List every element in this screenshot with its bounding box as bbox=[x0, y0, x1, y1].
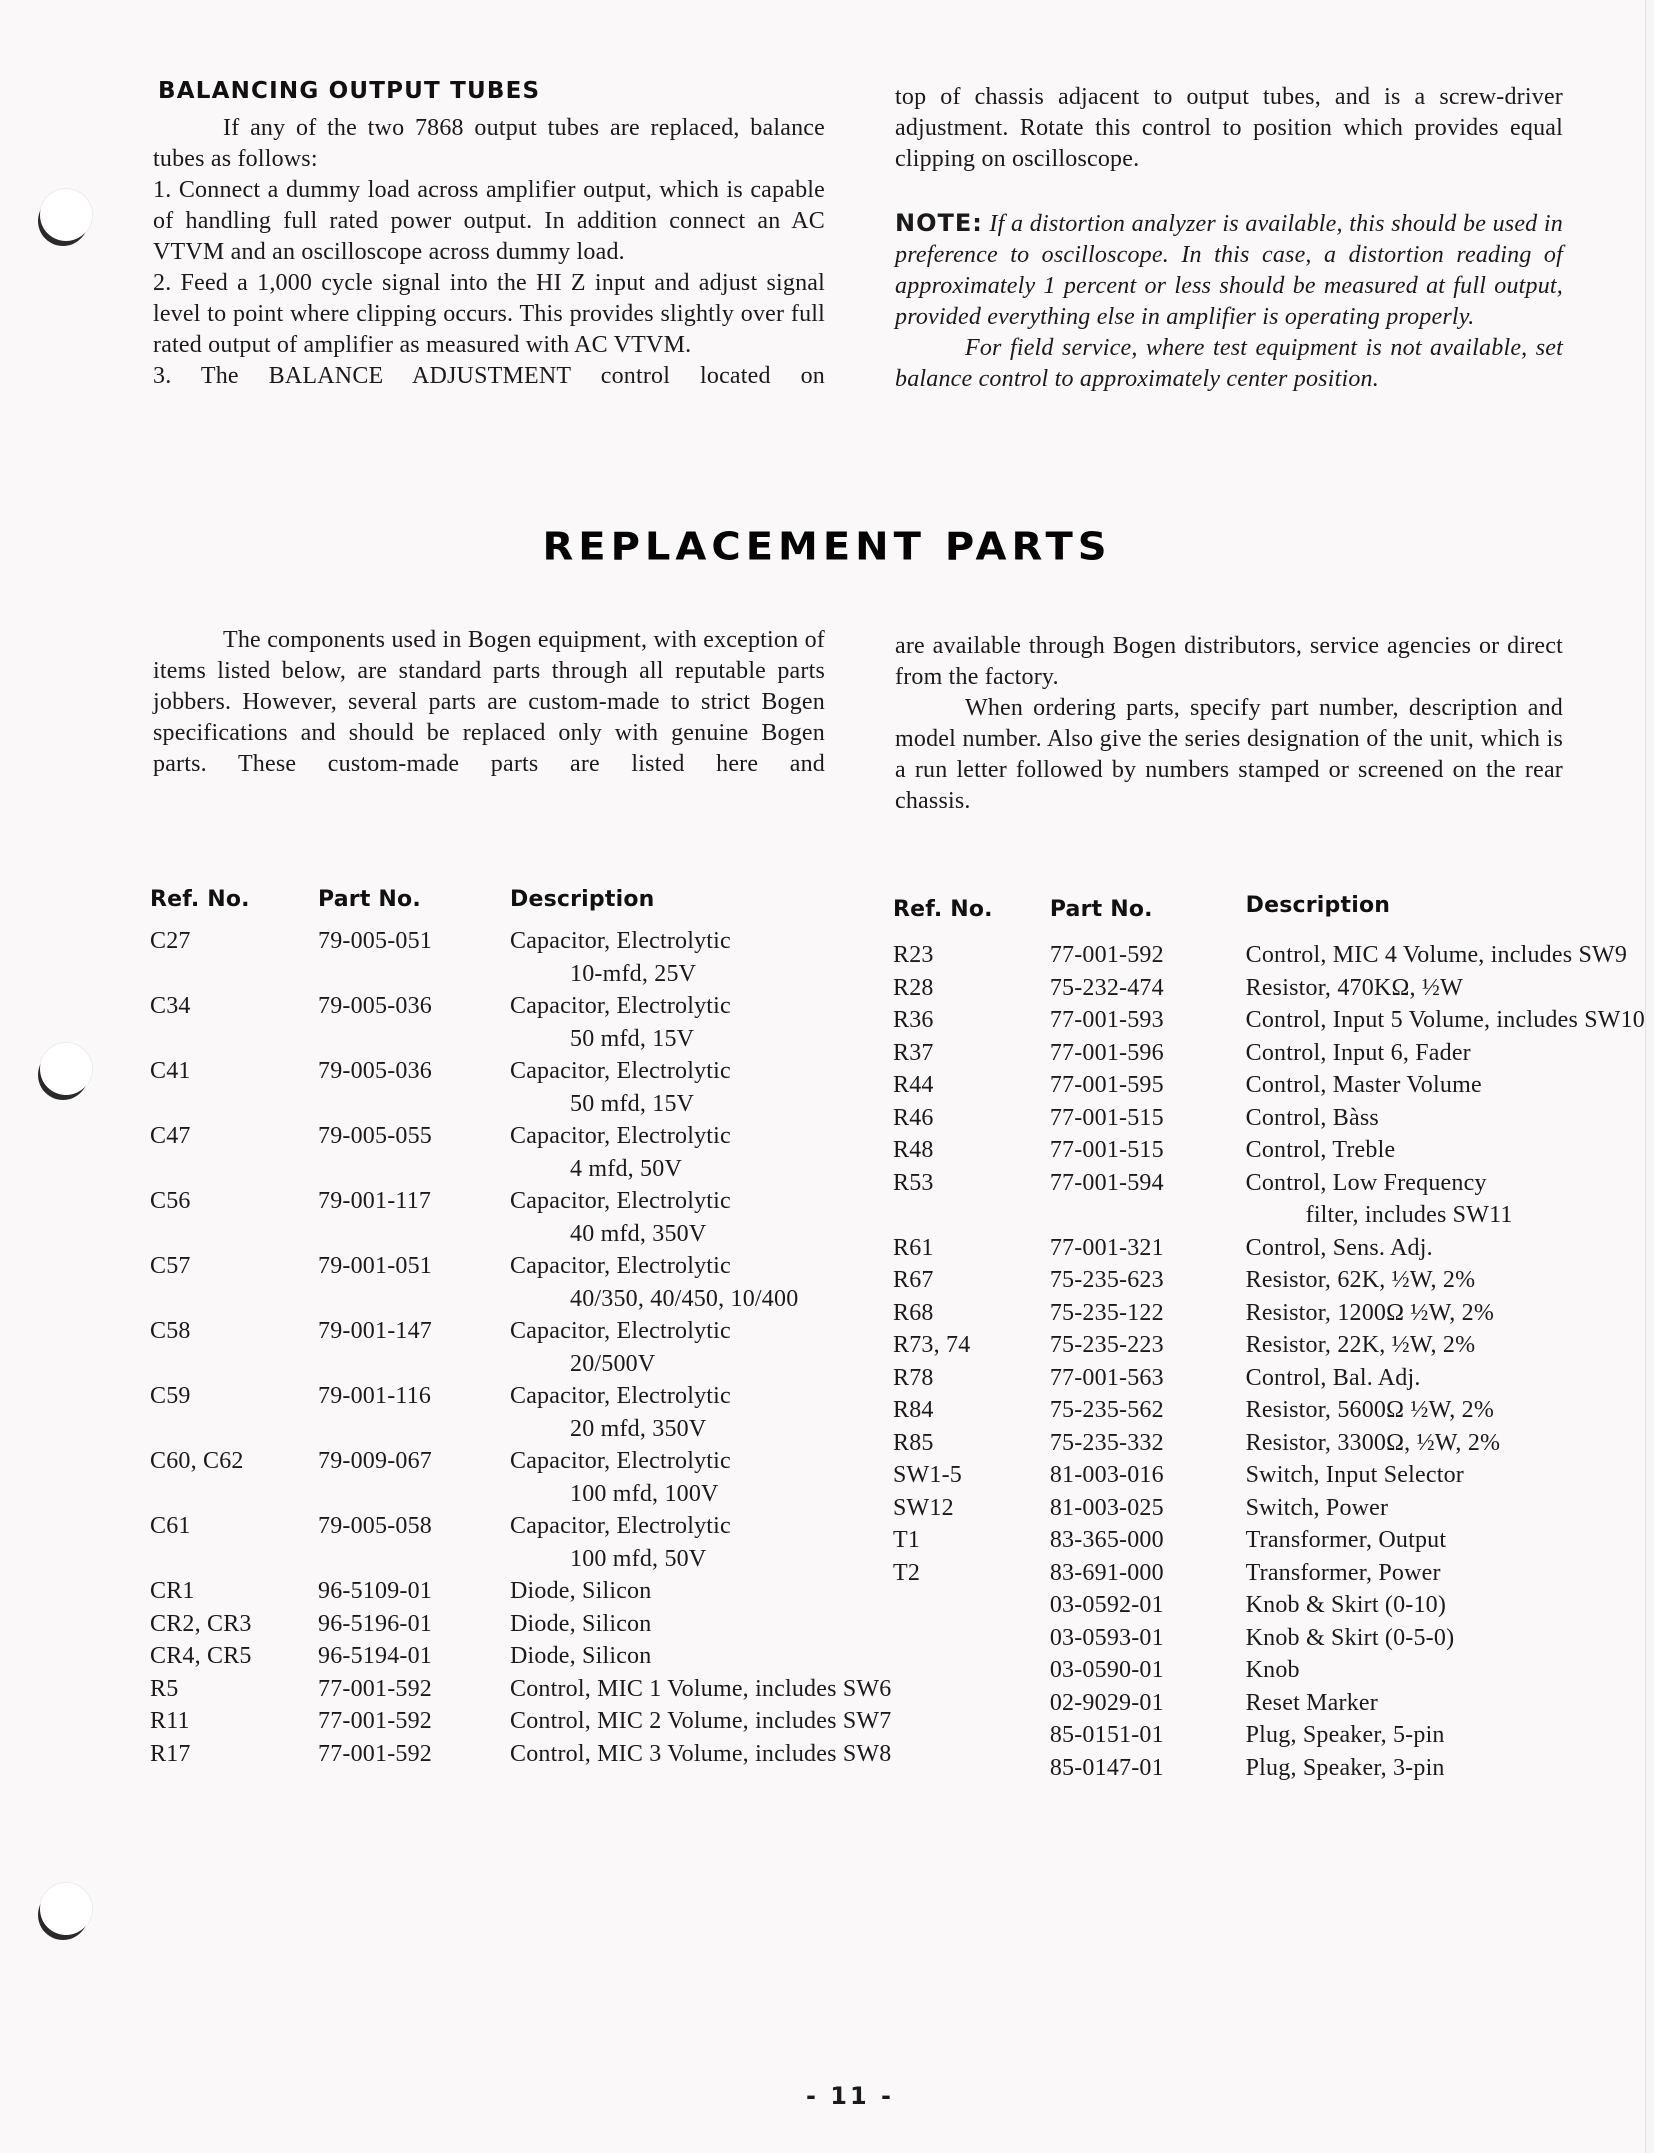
description-cell bbox=[1220, 1427, 1645, 1460]
part-no-cell: 79-005-055 bbox=[318, 1123, 432, 1149]
ordering-instructions: When ordering parts, specify part number, description and model number. Also give the series designation of the unit, which is a run letter followed by numbers stamped or screened on the rear chassis. bbox=[895, 695, 1563, 814]
ref-no-cell: SW1-5 bbox=[893, 1462, 962, 1488]
table-row bbox=[893, 1719, 1645, 1752]
description-line: Capacitor, Electrolytic bbox=[510, 1188, 731, 1214]
table-row bbox=[893, 1654, 1645, 1687]
description-cell bbox=[490, 1315, 891, 1380]
part-no-cell: 79-001-116 bbox=[318, 1383, 432, 1409]
part-no-cell: 77-001-321 bbox=[1049, 1234, 1164, 1261]
part-no-cell: 75-232-474 bbox=[1049, 974, 1164, 1001]
ref-no-cell: R53 bbox=[893, 1169, 934, 1196]
balancing-step-3-cont: top of chassis adjacent to output tubes, and is a screw-driver adjustment. Rotate this control to position which provides equal clipping on oscilloscope. bbox=[895, 84, 1563, 172]
table-row bbox=[150, 1640, 891, 1673]
table-row bbox=[893, 1329, 1645, 1362]
description-cell bbox=[1220, 1004, 1645, 1037]
table-row bbox=[893, 1622, 1645, 1655]
ref-no-cell: C56 bbox=[150, 1188, 191, 1214]
table-row bbox=[150, 1673, 891, 1706]
table-row bbox=[150, 990, 891, 1055]
description-cell bbox=[490, 1738, 891, 1771]
description-line-2: 50 mfd, 15V bbox=[570, 1090, 695, 1117]
description-line: Control, MIC 4 Volume, includes SW9 bbox=[1245, 942, 1628, 968]
description-line: Resistor, 22K, ½W, 2% bbox=[1245, 1332, 1476, 1358]
description-line-2: 40 mfd, 350V bbox=[570, 1220, 707, 1247]
table-row bbox=[893, 1362, 1645, 1395]
table-row bbox=[893, 1524, 1645, 1557]
table-row bbox=[893, 1037, 1645, 1070]
field-service-note: For field service, where test equipment is not available, set balance control to approximately center position. bbox=[895, 335, 1563, 392]
description-line: Control, Master Volume bbox=[1245, 1072, 1482, 1098]
part-no-cell: 77-001-592 bbox=[318, 1708, 432, 1734]
description-line-2: 100 mfd, 50V bbox=[570, 1545, 707, 1572]
description-cell bbox=[490, 990, 891, 1055]
description-line: Diode, Silicon bbox=[510, 1578, 652, 1604]
balancing-intro: If any of the two 7868 output tubes are replaced, balance tubes as follows: bbox=[153, 115, 825, 172]
ref-no-cell: R28 bbox=[893, 974, 934, 1001]
description-line: Plug, Speaker, 3-pin bbox=[1245, 1754, 1445, 1781]
part-no-cell: 79-009-067 bbox=[318, 1448, 432, 1474]
table-row bbox=[150, 1250, 891, 1315]
table-row bbox=[893, 1589, 1645, 1622]
page-number: - 11 - bbox=[805, 2082, 895, 2110]
part-no-cell: 83-365-000 bbox=[1049, 1527, 1164, 1553]
description-line: Knob & Skirt (0-5-0) bbox=[1245, 1624, 1455, 1651]
replacement-intro-paragraph: The components used in Bogen equipment, with exception of items listed below, are standard parts through all reputable parts jobbers. However, several parts are custom-made to strict Bogen specifications and should be replaced only with genuine Bogen parts. These custom-made parts are listed here and bbox=[153, 627, 825, 777]
description-line: Control, Input 6, Fader bbox=[1245, 1039, 1471, 1066]
parts-table-left bbox=[150, 884, 891, 1770]
description-cell bbox=[490, 1705, 891, 1738]
part-no-cell: 75-235-223 bbox=[1049, 1332, 1164, 1358]
ref-no-cell: CR1 bbox=[150, 1578, 195, 1604]
ref-no-cell: R85 bbox=[893, 1429, 934, 1456]
ref-no-cell bbox=[893, 1752, 1050, 1785]
ref-no-cell bbox=[893, 1654, 1050, 1687]
part-no-cell: 81-003-016 bbox=[1049, 1462, 1164, 1488]
part-no-cell: 77-001-563 bbox=[1049, 1364, 1164, 1391]
part-no-cell: 03-0592-01 bbox=[1049, 1592, 1164, 1618]
table-row bbox=[150, 1705, 891, 1738]
table-row bbox=[893, 1687, 1645, 1720]
part-no-cell: 79-005-051 bbox=[318, 928, 432, 954]
part-no-cell: 75-235-122 bbox=[1049, 1299, 1164, 1326]
table-row bbox=[893, 1004, 1645, 1037]
ref-no-cell: R44 bbox=[893, 1072, 934, 1098]
description-line: Resistor, 5600Ω ½W, 2% bbox=[1245, 1397, 1495, 1423]
description-line: Diode, Silicon bbox=[510, 1643, 652, 1669]
ref-no-cell: R46 bbox=[893, 1104, 934, 1131]
ref-no-cell: C59 bbox=[150, 1383, 191, 1409]
description-cell bbox=[1220, 1557, 1645, 1590]
punch-hole-icon bbox=[40, 1883, 92, 1935]
table-row bbox=[150, 1315, 891, 1380]
description-cell bbox=[1220, 972, 1645, 1005]
part-no-cell: 81-003-025 bbox=[1049, 1494, 1164, 1521]
header-description: Description bbox=[1245, 893, 1391, 918]
parts-table-right bbox=[893, 890, 1645, 1784]
description-cell bbox=[1220, 1037, 1645, 1070]
punch-hole-icon bbox=[40, 189, 92, 241]
ref-no-cell: R78 bbox=[893, 1364, 934, 1391]
part-no-cell: 85-0151-01 bbox=[1049, 1722, 1164, 1748]
part-no-cell: 77-001-515 bbox=[1049, 1104, 1164, 1131]
part-no-cell: 77-001-594 bbox=[1049, 1169, 1164, 1196]
description-line: Control, Input 5 Volume, includes SW10 bbox=[1245, 1007, 1645, 1033]
description-cell bbox=[490, 1673, 891, 1706]
header-part-no: Part No. bbox=[318, 887, 421, 912]
description-line: Capacitor, Electrolytic bbox=[510, 993, 731, 1019]
part-no-cell: 77-001-592 bbox=[1049, 942, 1164, 968]
ref-no-cell: C47 bbox=[150, 1123, 191, 1149]
description-cell bbox=[490, 1120, 891, 1185]
description-cell bbox=[490, 1640, 891, 1673]
table-row bbox=[150, 1185, 891, 1250]
table-row bbox=[893, 1167, 1645, 1232]
ref-no-cell: R67 bbox=[893, 1267, 934, 1293]
part-no-cell: 75-235-562 bbox=[1049, 1397, 1164, 1423]
description-cell bbox=[1220, 1524, 1645, 1557]
ref-no-cell: C57 bbox=[150, 1253, 191, 1279]
part-no-cell: 79-005-036 bbox=[318, 993, 432, 1019]
description-cell bbox=[1220, 1492, 1645, 1525]
table-header-row bbox=[150, 884, 891, 925]
section-heading-balancing: BALANCING OUTPUT TUBES bbox=[158, 78, 541, 104]
part-no-cell: 75-235-332 bbox=[1049, 1429, 1164, 1456]
ref-no-cell: T1 bbox=[893, 1527, 921, 1553]
description-line: Control, Bal. Adj. bbox=[1245, 1364, 1421, 1391]
ref-no-cell: C34 bbox=[150, 993, 191, 1019]
description-cell bbox=[1220, 1167, 1645, 1232]
ref-no-cell: C61 bbox=[150, 1513, 191, 1539]
description-line: Capacitor, Electrolytic bbox=[510, 1383, 731, 1409]
balancing-left-column bbox=[153, 113, 825, 392]
description-line: Capacitor, Electrolytic bbox=[510, 1448, 731, 1474]
ref-no-cell: R48 bbox=[893, 1137, 934, 1163]
description-cell bbox=[1220, 1329, 1645, 1362]
description-line: Capacitor, Electrolytic bbox=[510, 928, 731, 954]
table-row bbox=[893, 1134, 1645, 1167]
ref-no-cell: R11 bbox=[150, 1708, 190, 1734]
part-no-cell: 03-0590-01 bbox=[1049, 1657, 1164, 1683]
description-cell bbox=[1220, 1589, 1645, 1622]
description-line-2: filter, includes SW11 bbox=[1305, 1202, 1513, 1228]
description-line: Knob bbox=[1245, 1657, 1300, 1683]
ref-no-cell: R68 bbox=[893, 1299, 934, 1326]
description-line: Control, MIC 1 Volume, includes SW6 bbox=[510, 1675, 892, 1702]
description-cell bbox=[490, 1380, 891, 1445]
table-row bbox=[893, 1069, 1645, 1102]
description-line: Control, Sens. Adj. bbox=[1245, 1234, 1433, 1261]
table-row bbox=[893, 1394, 1645, 1427]
description-line-2: 20 mfd, 350V bbox=[570, 1415, 707, 1442]
table-row bbox=[893, 1297, 1645, 1330]
description-cell bbox=[1220, 1297, 1645, 1330]
table-row bbox=[150, 1445, 891, 1510]
table-row bbox=[150, 1738, 891, 1771]
table-row bbox=[893, 1264, 1645, 1297]
description-cell bbox=[490, 1445, 891, 1510]
description-cell bbox=[490, 925, 891, 990]
description-line: Diode, Silicon bbox=[510, 1610, 652, 1637]
description-line: Knob & Skirt (0-10) bbox=[1245, 1592, 1447, 1618]
ref-no-cell: R73, 74 bbox=[893, 1332, 971, 1358]
table-row bbox=[893, 1752, 1645, 1785]
description-cell bbox=[1220, 1069, 1645, 1102]
ref-no-cell: R36 bbox=[893, 1007, 934, 1033]
header-ref-no: Ref. No. bbox=[893, 897, 993, 922]
header-ref-no: Ref. No. bbox=[150, 887, 250, 912]
ref-no-cell: R37 bbox=[893, 1039, 934, 1066]
part-no-cell: 83-691-000 bbox=[1049, 1559, 1164, 1586]
header-part-no: Part No. bbox=[1049, 897, 1153, 922]
part-no-cell: 77-001-592 bbox=[318, 1740, 432, 1767]
part-no-cell: 77-001-592 bbox=[318, 1675, 432, 1702]
part-no-cell: 79-005-036 bbox=[318, 1058, 432, 1084]
balancing-right-column bbox=[895, 82, 1563, 395]
page-title: REPLACEMENT PARTS bbox=[542, 525, 1112, 569]
ref-no-cell: T2 bbox=[893, 1559, 921, 1586]
ref-no-cell: R17 bbox=[150, 1740, 191, 1767]
description-cell bbox=[490, 1185, 891, 1250]
description-line: Control, Low Frequency bbox=[1245, 1169, 1487, 1196]
description-line: Capacitor, Electrolytic bbox=[510, 1318, 731, 1344]
description-cell bbox=[1220, 1232, 1645, 1265]
ref-no-cell: C27 bbox=[150, 928, 191, 954]
description-line: Control, Bàss bbox=[1245, 1104, 1379, 1131]
part-no-cell: 03-0593-01 bbox=[1049, 1624, 1164, 1651]
part-no-cell: 79-005-058 bbox=[318, 1513, 432, 1539]
table-row bbox=[893, 1102, 1645, 1135]
description-line: Control, Treble bbox=[1245, 1137, 1396, 1163]
part-no-cell: 79-001-051 bbox=[318, 1253, 432, 1279]
description-line: Capacitor, Electrolytic bbox=[510, 1513, 731, 1539]
table-row bbox=[150, 1120, 891, 1185]
part-no-cell: 96-5109-01 bbox=[318, 1578, 432, 1604]
description-line-2: 100 mfd, 100V bbox=[570, 1480, 719, 1507]
description-cell bbox=[1220, 1719, 1645, 1752]
header-description: Description bbox=[510, 887, 655, 912]
table-row bbox=[893, 972, 1645, 1005]
description-line: Capacitor, Electrolytic bbox=[510, 1058, 731, 1084]
ref-no-cell: C41 bbox=[150, 1058, 191, 1084]
table-row bbox=[893, 1459, 1645, 1492]
description-line: Resistor, 62K, ½W, 2% bbox=[1245, 1267, 1476, 1293]
description-cell bbox=[1220, 1102, 1645, 1135]
part-no-cell: 02-9029-01 bbox=[1049, 1689, 1164, 1716]
description-cell bbox=[490, 1575, 891, 1608]
part-no-cell: 77-001-596 bbox=[1049, 1039, 1164, 1066]
description-cell bbox=[1220, 1264, 1645, 1297]
description-cell bbox=[490, 1608, 891, 1641]
table-row bbox=[150, 1055, 891, 1120]
description-line-2: 50 mfd, 15V bbox=[570, 1025, 695, 1052]
ref-no-cell: CR4, CR5 bbox=[150, 1643, 252, 1669]
description-line: Switch, Power bbox=[1245, 1494, 1389, 1521]
part-no-cell: 79-001-147 bbox=[318, 1318, 432, 1344]
ref-no-cell bbox=[893, 1622, 1050, 1655]
description-line: Reset Marker bbox=[1245, 1689, 1378, 1716]
description-line: Capacitor, Electrolytic bbox=[510, 1123, 731, 1149]
description-line: Transformer, Output bbox=[1245, 1527, 1447, 1553]
balancing-step-1: 1. Connect a dummy load across amplifier output, which is capable of handling full rated power output. In addition connect an AC VTVM and an oscilloscope across dummy load. bbox=[153, 177, 825, 265]
ref-no-cell bbox=[893, 1719, 1050, 1752]
description-line: Switch, Input Selector bbox=[1245, 1462, 1464, 1488]
balancing-step-3-start: 3. The BALANCE ADJUSTMENT control located on bbox=[153, 363, 825, 389]
part-no-cell: 96-5196-01 bbox=[318, 1610, 432, 1637]
part-no-cell: 96-5194-01 bbox=[318, 1643, 432, 1669]
table-row bbox=[150, 1608, 891, 1641]
description-line: Resistor, 470KΩ, ½W bbox=[1245, 974, 1463, 1001]
description-cell bbox=[490, 1055, 891, 1120]
part-no-cell: 75-235-623 bbox=[1049, 1267, 1164, 1293]
part-no-cell: 77-001-593 bbox=[1049, 1007, 1164, 1033]
description-line: Control, MIC 3 Volume, includes SW8 bbox=[510, 1740, 892, 1767]
description-cell bbox=[1220, 939, 1645, 972]
note-paragraph bbox=[895, 208, 1563, 333]
table-row bbox=[893, 1427, 1645, 1460]
table-row bbox=[893, 939, 1645, 972]
note-label: NOTE: bbox=[895, 209, 983, 237]
description-cell bbox=[1220, 1752, 1645, 1785]
table-row bbox=[150, 1510, 891, 1575]
table-row bbox=[150, 1380, 891, 1445]
ref-no-cell bbox=[893, 1687, 1050, 1720]
description-cell bbox=[1220, 1134, 1645, 1167]
ref-no-cell: C58 bbox=[150, 1318, 191, 1344]
ref-no-cell: R61 bbox=[893, 1234, 934, 1261]
replacement-availability: are available through Bogen distributors, service agencies or direct from the factory. bbox=[895, 633, 1563, 690]
table-header-row bbox=[893, 890, 1645, 939]
table-row bbox=[150, 1575, 891, 1608]
description-line: Resistor, 3300Ω, ½W, 2% bbox=[1245, 1429, 1501, 1456]
description-line: Capacitor, Electrolytic bbox=[510, 1253, 731, 1279]
description-line: Resistor, 1200Ω ½W, 2% bbox=[1245, 1299, 1495, 1326]
description-cell bbox=[490, 1510, 891, 1575]
table-row bbox=[893, 1557, 1645, 1590]
description-cell bbox=[1220, 1459, 1645, 1492]
description-cell bbox=[1220, 1622, 1645, 1655]
description-line-2: 40/350, 40/450, 10/400 bbox=[570, 1285, 799, 1312]
table-row bbox=[893, 1492, 1645, 1525]
description-line-2: 10-mfd, 25V bbox=[570, 960, 697, 987]
ref-no-cell: R23 bbox=[893, 942, 934, 968]
description-cell bbox=[1220, 1654, 1645, 1687]
note-text: If a distortion analyzer is available, this should be used in preference to oscilloscope. In this case, a distortion reading of approximately 1 percent or less should be measured at full output, provided everything else in amplifier is operating properly. bbox=[895, 211, 1563, 330]
description-cell bbox=[1220, 1394, 1645, 1427]
punch-hole-icon bbox=[40, 1043, 92, 1095]
replacement-intro-left bbox=[153, 625, 825, 780]
description-line: Control, MIC 2 Volume, includes SW7 bbox=[510, 1708, 892, 1734]
table-row bbox=[150, 925, 891, 990]
description-line: Plug, Speaker, 5-pin bbox=[1245, 1722, 1445, 1748]
description-cell bbox=[1220, 1687, 1645, 1720]
description-line-2: 4 mfd, 50V bbox=[570, 1155, 682, 1182]
ref-no-cell: R84 bbox=[893, 1397, 934, 1423]
ref-no-cell: R5 bbox=[150, 1675, 179, 1702]
part-no-cell: 85-0147-01 bbox=[1049, 1754, 1164, 1781]
balancing-step-2: 2. Feed a 1,000 cycle signal into the HI Z input and adjust signal level to point where clipping occurs. This provides slightly over full rated output of amplifier as measured with AC VTVM. bbox=[153, 270, 825, 358]
ref-no-cell bbox=[893, 1589, 1050, 1622]
ref-no-cell: C60, C62 bbox=[150, 1448, 244, 1474]
ref-no-cell: SW12 bbox=[893, 1494, 954, 1521]
replacement-intro-right bbox=[895, 631, 1563, 817]
table-row bbox=[893, 1232, 1645, 1265]
part-no-cell: 77-001-515 bbox=[1049, 1137, 1164, 1163]
description-cell bbox=[490, 1250, 891, 1315]
part-no-cell: 77-001-595 bbox=[1049, 1072, 1164, 1098]
ref-no-cell: CR2, CR3 bbox=[150, 1610, 252, 1637]
description-line-2: 20/500V bbox=[570, 1350, 656, 1377]
part-no-cell: 79-001-117 bbox=[318, 1188, 432, 1214]
description-cell bbox=[1220, 1362, 1645, 1395]
description-line: Transformer, Power bbox=[1245, 1559, 1441, 1586]
